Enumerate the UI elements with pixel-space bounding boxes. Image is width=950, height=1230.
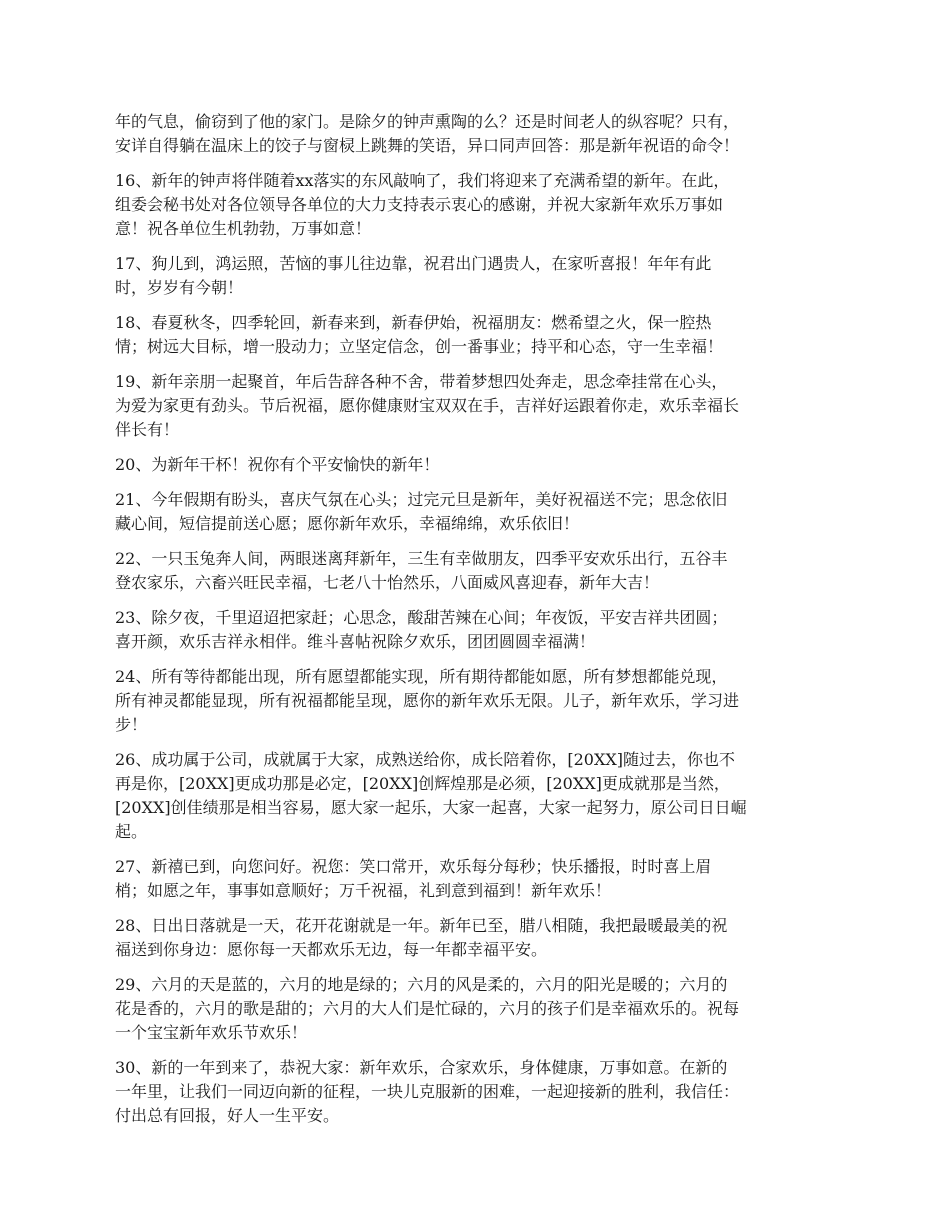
- paragraph: 29、六月的天是蓝的，六月的地是绿的；六月的风是柔的，六月的阳光是暖的；六月的 花是香的，六月的歌是甜的；六月的大人们是忙碌的，六月的孩子们是幸福欢乐的。祝每 一个宝宝新年欢乐节欢乐！: [115, 975, 740, 1042]
- document-body: [115, 110, 845, 1139]
- paragraph: 年的气息，偷窃到了他的家门。是除夕的钟声熏陶的么？还是时间老人的纵容呢？只有， 安详自得躺在温床上的饺子与窗棂上跳舞的笑语，异口同声回答：那是新年祝语的命令！: [115, 112, 740, 155]
- paragraph: 28、日出日落就是一天，花开花谢就是一年。新年已至，腊八相随，我把最暖最美的祝 福送到你身边：愿你每一天都欢乐无边，每一年都幸福平安。: [115, 916, 728, 959]
- paragraph: 17、狗儿到，鸿运照，苦恼的事儿往边靠，祝君出门遇贵人，在家听喜报！年年有此 时，岁岁有今朝！: [115, 254, 712, 297]
- paragraph: 16、新年的钟声将伴随着xx落实的东风敲响了，我们将迎来了充满希望的新年。在此， 组委会秘书处对各位领导各单位的大力支持表示衷心的感谢，并祝大家新年欢乐万事如 意！祝各单位生机勃勃，万事如意！: [115, 171, 730, 238]
- paragraph: 27、新禧已到，向您问好。祝您：笑口常开，欢乐每分每秒；快乐播报，时时喜上眉 梢；如愿之年，事事如意顺好；万千祝福，礼到意到福到！新年欢乐！: [115, 857, 712, 900]
- paragraph: 30、新的一年到来了，恭祝大家：新年欢乐，合家欢乐，身体健康，万事如意。在新的 一年里，让我们一同迈向新的征程，一块儿克服新的困难，一起迎接新的胜利，我信任： 付出总有回报，好人一生平安。: [115, 1058, 740, 1125]
- paragraph: 26、成功属于公司，成就属于大家，成熟送给你，成长陪着你，[20XX]随过去，你也不 再是你，[20XX]更成功那是必定，[20XX]创辉煌那是必须，[20XX]更成就那是当然， [20XX]创佳绩那是相当容易，愿大家一起乐，大家一起喜，大家一起努力，原公司日日崛 起。: [115, 750, 747, 841]
- paragraph: 20、为新年干杯！祝你有个平安愉快的新年！: [115, 455, 440, 474]
- paragraph: 19、新年亲朋一起聚首，年后告辞各种不舍，带着梦想四处奔走，思念牵挂常在心头， 为爱为家更有劲头。节后祝福，愿你健康财宝双双在手，吉祥好运跟着你走，欢乐幸福长 伴长有！: [115, 372, 740, 439]
- paragraph: 24、所有等待都能出现，所有愿望都能实现，所有期待都能如愿，所有梦想都能兑现， 所有神灵都能显现，所有祝福都能呈现，愿你的新年欢乐无限。儿子，新年欢乐，学习进 步！: [115, 667, 740, 734]
- paragraph: 22、一只玉兔奔人间，两眼迷离拜新年，三生有幸做朋友，四季平安欢乐出行，五谷丰 登农家乐，六畜兴旺民幸福，七老八十怡然乐，八面威风喜迎春，新年大吉！: [115, 549, 728, 592]
- paragraph: 23、除夕夜，千里迢迢把家赶；心思念，酸甜苦辣在心间；年夜饭，平安吉祥共团圆； 喜开颜，欢乐吉祥永相伴。维斗喜帖祝除夕欢乐，团团圆圆幸福满！: [115, 608, 728, 651]
- paragraph: 21、今年假期有盼头，喜庆气氛在心头；过完元旦是新年，美好祝福送不完；思念依旧 藏心间，短信提前送心愿；愿你新年欢乐，幸福绵绵，欢乐依旧！: [115, 490, 728, 533]
- paragraph: 18、春夏秋冬，四季轮回，新春来到，新春伊始，祝福朋友：燃希望之火，保一腔热 情；树远大目标，增一股动力；立坚定信念，创一番事业；持平和心态，守一生幸福！: [115, 313, 724, 356]
